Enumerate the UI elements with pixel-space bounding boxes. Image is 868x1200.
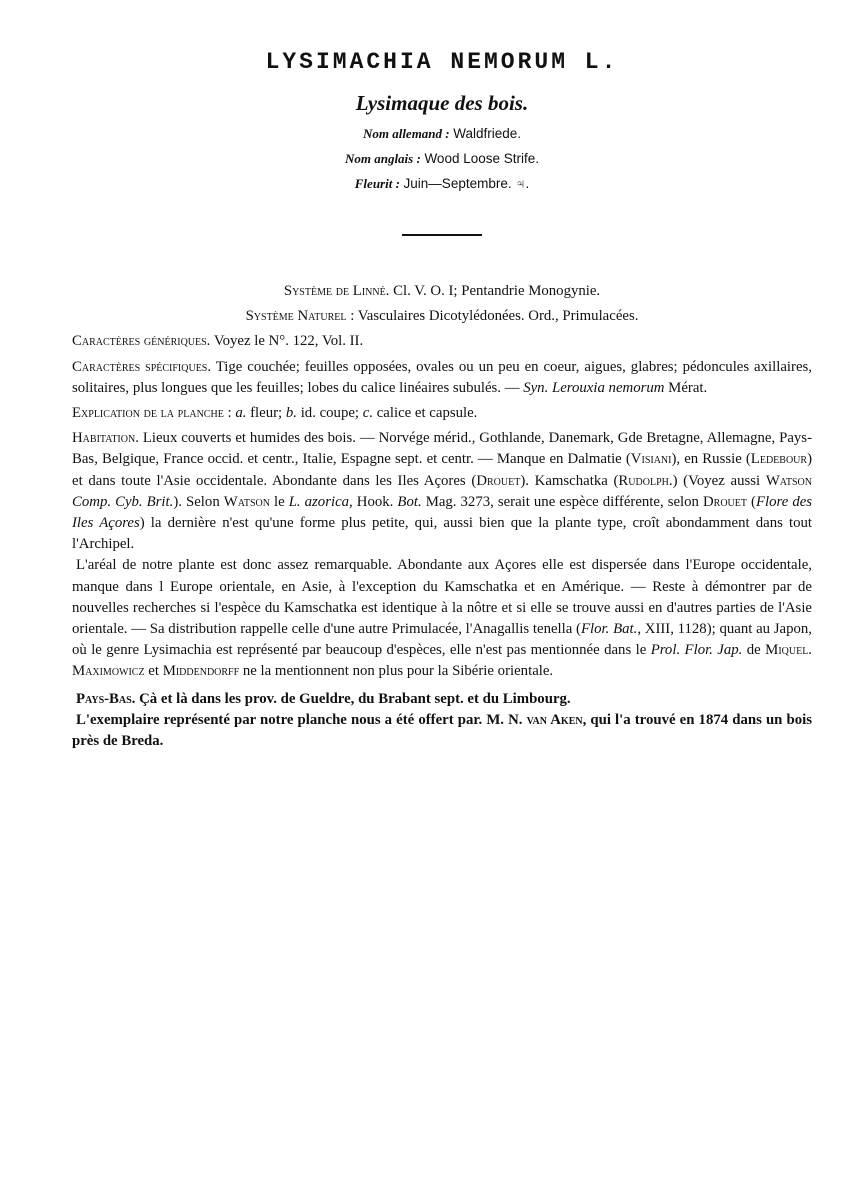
habitation-text-5: ) (Voyez aussi bbox=[672, 472, 761, 489]
plate-explanation-paragraph bbox=[72, 403, 812, 424]
areal-text-2: , XIII, 1128); quant au Japon, où le genre Lysimachia est représenté par beaucoup d'espèces, elle n'est pas mentionnée dans le bbox=[72, 621, 812, 659]
natural-system-value: Vasculaires Dicotylédonées. Ord., Primulacées. bbox=[357, 308, 639, 325]
english-name-value: Wood Loose Strife. bbox=[424, 151, 540, 166]
specimen-text-1: L'exemplaire représenté par notre planche nous a été offert par. M. N. bbox=[76, 711, 523, 728]
specific-characters-paragraph bbox=[72, 357, 812, 399]
english-name-line bbox=[72, 149, 812, 169]
species-azorica: L. azorica, bbox=[288, 493, 353, 510]
author-rudolph: Rudolph. bbox=[618, 472, 673, 489]
habitation-text-10: ( bbox=[751, 493, 756, 510]
specimen-text-2: qui l'a trouvé en 1874 dans un bois près de Breda. bbox=[72, 711, 812, 750]
english-name-label: Nom anglais : bbox=[344, 151, 421, 166]
page-title: LYSIMACHIA NEMORUM L. bbox=[265, 49, 619, 75]
linne-system-label: Système de Linné. bbox=[283, 283, 390, 299]
ref-flore-acores: Flore des Iles Açores bbox=[72, 493, 813, 532]
german-name-value: Waldfriede. bbox=[453, 126, 522, 141]
plate-key-c-text: calice et capsule. bbox=[376, 405, 478, 422]
author-watson: Watson bbox=[765, 472, 813, 489]
generic-characters-value: Voyez le N°. 122, Vol. II. bbox=[213, 333, 364, 350]
pays-bas-label: Pays-Bas. bbox=[76, 690, 136, 707]
habitation-label: Habitation. bbox=[72, 430, 139, 447]
habitation-text-7: le bbox=[273, 493, 285, 510]
habitation-text-9: Mag. 3273, serait une espèce différente, selon bbox=[425, 493, 699, 510]
linne-system-value: Cl. V. O. I; Pentandrie Monogynie. bbox=[393, 283, 601, 299]
habitation-text-2: ), en Russie ( bbox=[671, 451, 751, 468]
areal-text-1: L'aréal de notre plante est donc assez remarquable. Abondante aux Açores elle est dispersée dans l'Europe occidentale, manque dans l Europe orientale, en Asie, à l'exception du Kamschatka et en Amérique. — Reste à démontrer par de nouvelles recherches si l'espèce du Kamschatka est identique à la nôtre et si elle se trouve aussi en d'autres parties de l'Asie orientale. — Sa distribution rappelle celle d'une autre Primulacée, l'Anagallis tenella ( bbox=[72, 557, 812, 638]
ref-prol-flor-jap: Prol. Flor. Jap. bbox=[650, 642, 743, 659]
areal-text-3: de bbox=[746, 642, 761, 659]
habitation-text-3: ) et dans toute l'Asie occidentale. Abondante dans les Iles Açores ( bbox=[72, 451, 812, 489]
author-drouet-2: Drouet bbox=[702, 493, 748, 510]
page-subtitle: Lysimaque des bois. bbox=[355, 91, 529, 115]
flowering-line bbox=[72, 174, 812, 194]
natural-system-line bbox=[72, 306, 812, 327]
plate-key-a-text: fleur; bbox=[250, 405, 283, 422]
habitation-text-1: Lieux couverts et humides des bois. — Norvége mérid., Gothlande, Danemark, Gde Bretagne, Allemagne, Pays-Bas, Belgique, France occid. et centr., Italie, Espagne sept. et centr. — Manque en Dalmatie ( bbox=[72, 430, 812, 468]
generic-characters-paragraph bbox=[72, 331, 812, 352]
description-body bbox=[72, 281, 812, 752]
author-visiani: Visiani bbox=[630, 451, 672, 468]
plate-key-b-text: id. coupe; bbox=[300, 405, 360, 422]
linne-system-line bbox=[72, 281, 812, 302]
habitation-paragraph bbox=[72, 428, 812, 555]
author-watson-2: Watson bbox=[223, 493, 270, 510]
author-miquel: Miquel. bbox=[765, 642, 813, 659]
pays-bas-paragraph bbox=[72, 689, 812, 710]
plate-key-a: a. bbox=[235, 405, 247, 422]
ref-flor-bat: Flor. Bat. bbox=[580, 621, 638, 638]
plate-key-c: c. bbox=[362, 405, 374, 422]
habitation-text-8: Hook. bbox=[356, 493, 394, 510]
ref-comp-cyb-brit: Comp. Cyb. Brit. bbox=[72, 493, 174, 510]
german-name-label: Nom allemand : bbox=[362, 126, 450, 141]
author-drouet: Drouet bbox=[476, 472, 521, 489]
habitation-text-4: ). Kamschatka ( bbox=[520, 472, 619, 489]
specimen-paragraph bbox=[72, 710, 812, 752]
flowering-label: Fleurit : bbox=[354, 176, 400, 191]
natural-system-label: Système Naturel : bbox=[245, 308, 355, 325]
pays-bas-text: Çà et là dans les prov. de Gueldre, du Brabant sept. et du Limbourg. bbox=[139, 690, 571, 707]
author-maximowicz: Maximowicz bbox=[72, 663, 145, 680]
flowering-value: Juin—Septembre. ♃. bbox=[403, 176, 530, 191]
synonym: Syn. Lerouxia nemorum bbox=[523, 379, 665, 396]
areal-text-5: ne la mentionnent non plus pour la Sibérie orientale. bbox=[242, 663, 554, 680]
synonym-author: Mérat. bbox=[668, 379, 708, 396]
habitation-text-6: ). Selon bbox=[173, 493, 220, 510]
generic-characters-label: Caractères génériques. bbox=[72, 333, 211, 350]
areal-paragraph bbox=[72, 555, 812, 682]
author-ledebour: Ledebour bbox=[750, 451, 808, 468]
separator-rule bbox=[402, 234, 482, 236]
specific-characters-label: Caractères spécifiques. bbox=[72, 358, 212, 375]
plate-key-b: b. bbox=[285, 405, 297, 422]
german-name-line bbox=[72, 124, 812, 144]
plate-explanation-label: Explication de la planche : bbox=[72, 405, 232, 422]
specific-characters-text: Tige couchée; feuilles opposées, ovales ou un peu en coeur, aigues, glabres; pédoncules axillaires, solitaires, plus longues que les feuilles; lobes du calice linéaires subulés. — bbox=[72, 358, 812, 396]
author-van-aken: van Aken, bbox=[526, 711, 587, 728]
habitation-text-11: ) la dernière n'est qu'une forme plus petite, qui, aussi bien que la plante type, croît abondamment dans tout l'Archipel. bbox=[72, 515, 812, 553]
ref-bot-mag: Bot. bbox=[397, 493, 422, 510]
areal-text-4: et bbox=[148, 663, 159, 680]
author-middendorff: Middendorff bbox=[162, 663, 240, 680]
